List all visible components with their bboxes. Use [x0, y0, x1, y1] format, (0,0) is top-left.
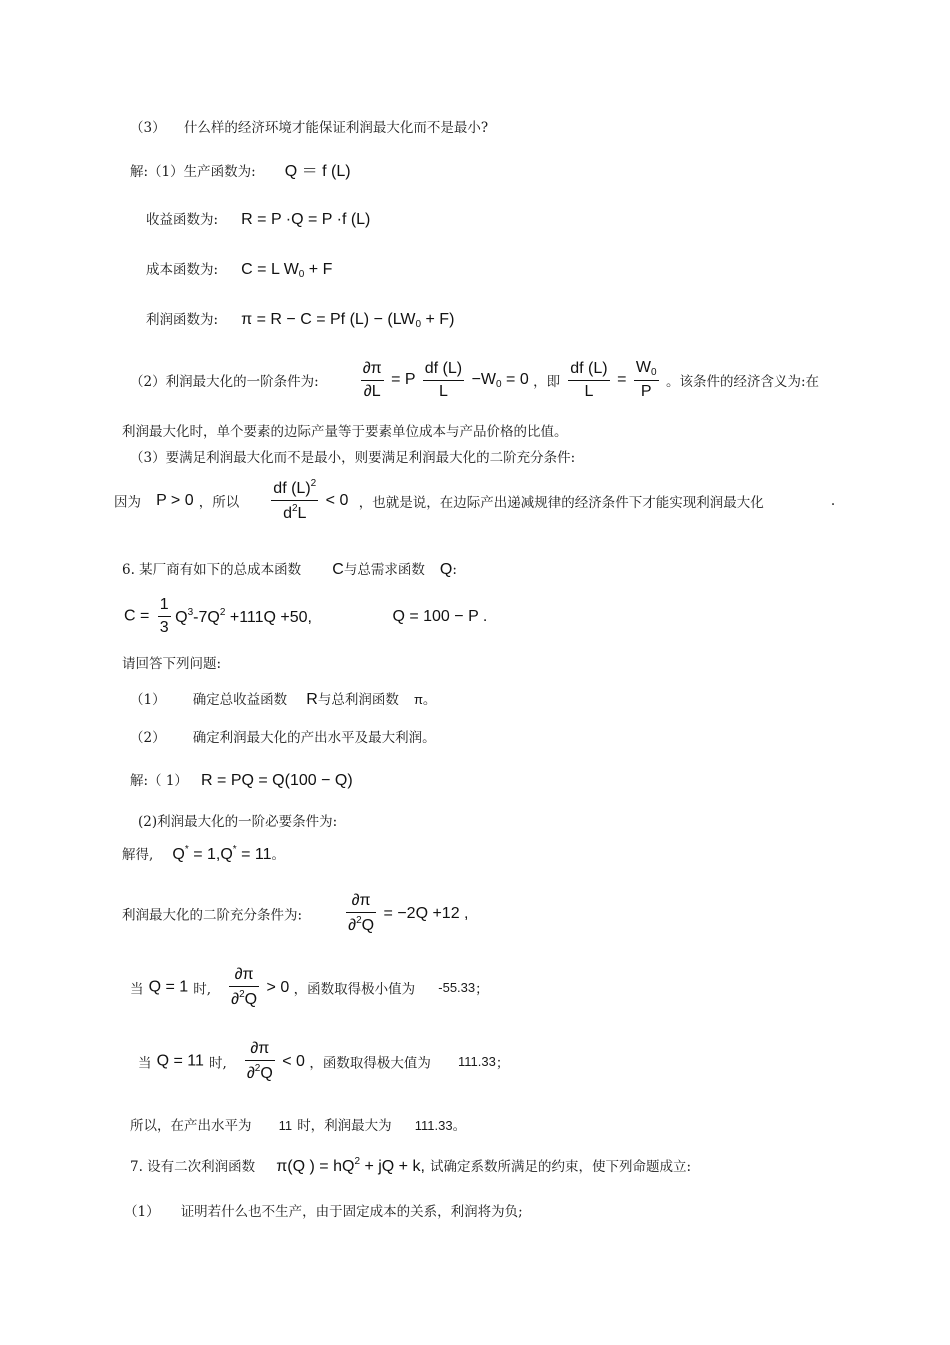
- cost-equation: C = L $W_0 + F$: [241, 261, 333, 280]
- cost-function: [146, 258, 332, 280]
- profit-function: [146, 308, 454, 330]
- question-6-title: 6. 某厂商有如下的总成本函数 C与总需求函数 Q:: [122, 561, 457, 578]
- question-7-title: 7. 设有二次利润函数 π(Q ) = $hQ^2$ + jQ + k, 试确定系数所满足的约束，使下列命题成立:: [130, 1156, 692, 1175]
- first-order-condition: [130, 359, 819, 401]
- revenue-equation: R = P ·Q = P ·f (L): [241, 211, 371, 228]
- foc-fraction-4: $\frac{W_0}{P}$: [635, 359, 657, 400]
- foc-fraction-2: $\frac{df (L)}{L}$: [424, 359, 463, 400]
- question-3: [130, 116, 488, 136]
- question-6-item-2: （2） 确定利润最大化的产出水平及最大利润。: [130, 730, 436, 746]
- question-6-min-case: 当 Q = 1 时, $\frac{\partial\pi}{\partial^2Q}$ > 0 ，函数取得极小值为 -55.33；: [130, 966, 489, 1008]
- production-equation: Q ＝ f (L): [284, 163, 351, 180]
- foc-tail: 。该条件的经济含义为:在: [665, 374, 820, 390]
- cost-demand-equations: C = $\frac{1}{3}$ $Q^3-7Q^2 +111Q +50$, Q = 100 − P .: [124, 596, 488, 636]
- question-3-number: （3）: [130, 120, 166, 136]
- question-6-item-1: （1） 确定总收益函数 R与总利润函数 π。: [130, 691, 437, 708]
- foc-fraction-3: $\frac{df (L)}{L}$: [570, 359, 608, 400]
- foc-equation-2: $\frac{df (L)}{L}$ = $\frac{W_0}{P}$: [570, 359, 657, 400]
- soc-intro: （3）要满足利润最大化而不是最小，则要满足利润最大化的二阶充分条件:: [130, 450, 576, 466]
- question-7-item-1: （1） 证明若什么也不生产，由于固定成本的关系，利润将为负;: [124, 1204, 523, 1220]
- question-6-conclusion: 所以，在产出水平为 11 时，利润最大为 111.33。: [130, 1118, 467, 1134]
- question-6-roots: 解得, Q* = 1,Q* = 11。: [122, 844, 286, 863]
- soc-condition: 因为 P > 0 ，所以 $\frac{df (L)^2}{d^2L}$ < 0 ，也就是说，在边际产出递减规律的经济条件下才能实现利润最大化 .: [114, 478, 836, 522]
- foc-meaning: 利润最大化时，单个要素的边际产量等于要素单位成本与产品价格的比值。: [122, 424, 568, 440]
- foc-equation: $\frac{\partial\pi}{\partial L}$ = P $\frac{df (L)}{L}$ $-W_0 = 0$: [362, 359, 529, 400]
- question-6-foc: (2)利润最大化的一阶必要条件为:: [138, 814, 338, 830]
- question-6-max-case: 当 Q = 11 时, $\frac{\partial\pi}{\partial^2Q}$ < 0 ，函数取得极大值为 111.33；: [138, 1040, 510, 1082]
- question-3-text: 什么样的经济环境才能保证利润最大化而不是最小?: [183, 120, 489, 136]
- solution-label: 解:（1）生产函数为:: [130, 164, 256, 180]
- solution-production: [130, 158, 351, 181]
- foc-label: （2）利润最大化的一阶条件为:: [130, 374, 319, 390]
- soc-inequality: $\frac{df (L)^2}{d^2L}$ < 0: [273, 478, 349, 522]
- question-6-soc: 利润最大化的二阶充分条件为: $\frac{\partial\pi}{\partial^2Q}$ = −2Q +12 ,: [122, 892, 469, 934]
- cost-label: 成本函数为:: [146, 262, 219, 278]
- question-6-solution: 解:（ 1） R = PQ = Q(100 − Q): [130, 772, 353, 789]
- foc-ji: ，即: [533, 374, 561, 390]
- revenue-label: 收益函数为:: [146, 212, 219, 228]
- profit-equation: π = R − C = Pf $(L) - (LW_0 + F)$: [241, 311, 455, 330]
- profit-label: 利润函数为:: [146, 312, 219, 328]
- question-6-ask: 请回答下列问题:: [122, 656, 222, 672]
- foc-fraction-1: $\frac{\partial\pi}{\partial L}$: [362, 359, 382, 400]
- revenue-function: [146, 208, 370, 229]
